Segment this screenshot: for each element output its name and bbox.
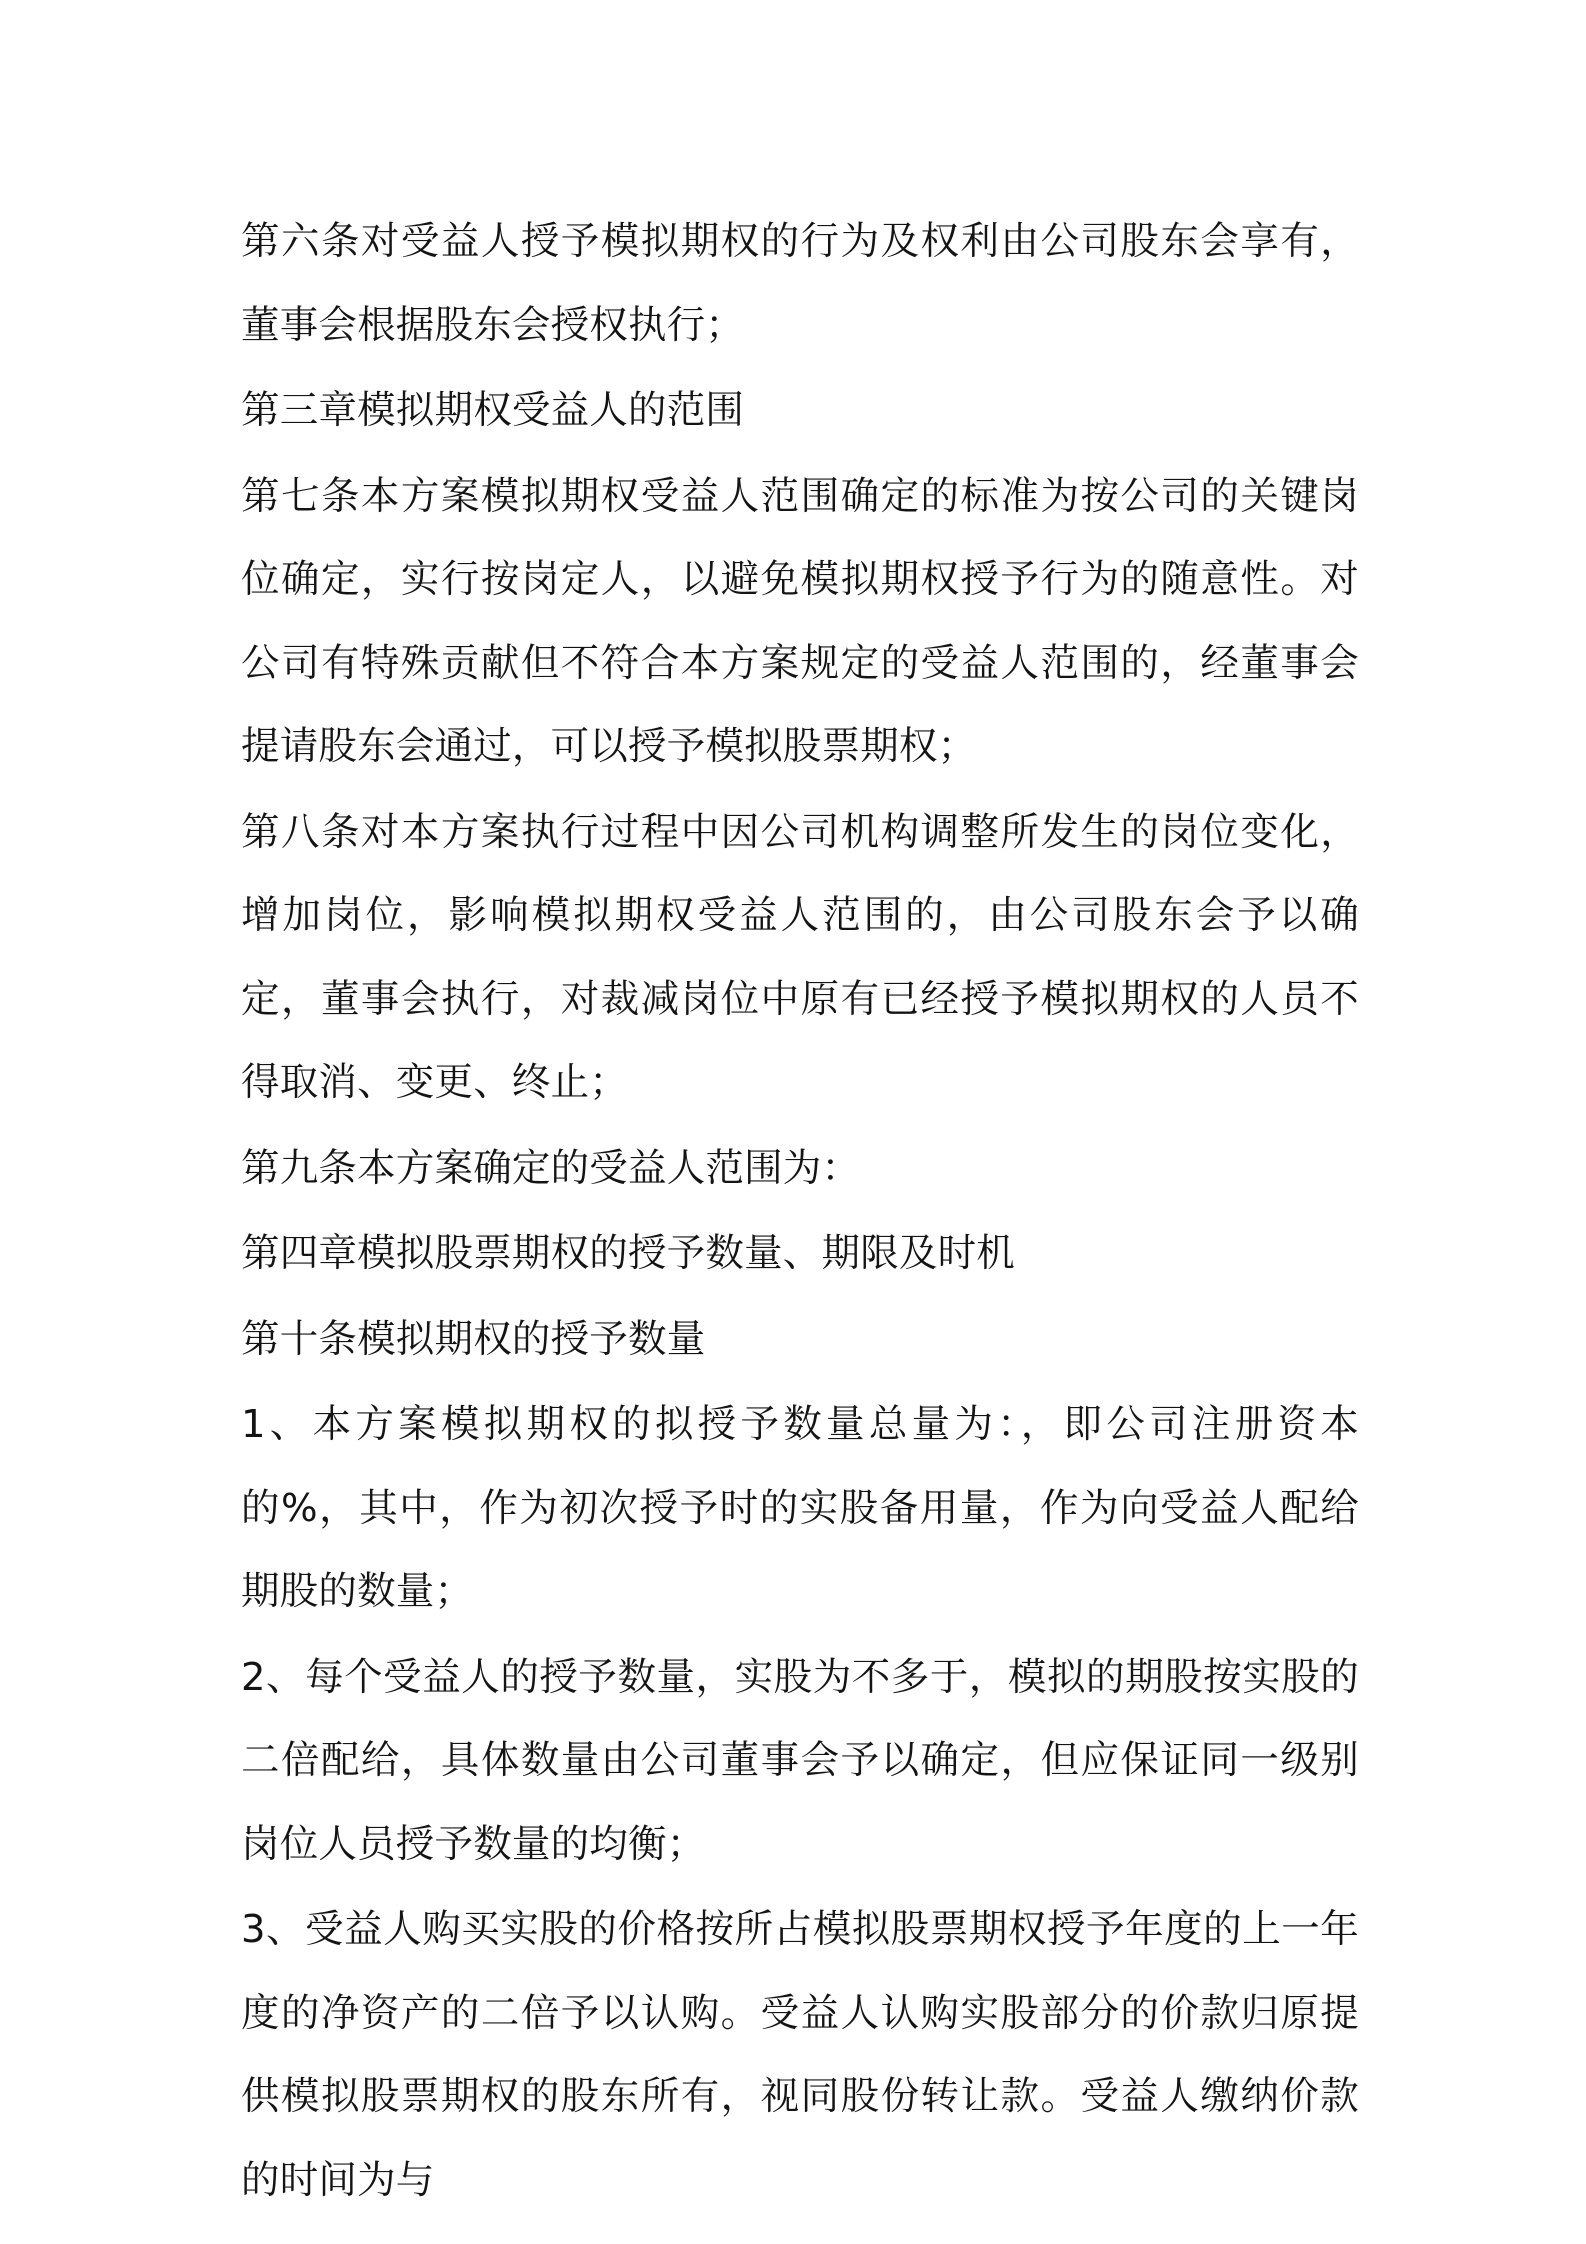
- document-body: [241, 200, 1359, 2224]
- chapter-3-heading: 第三章模拟期权受益人的范围: [241, 388, 745, 433]
- article-8-paragraph: 第八条对本方案执行过程中因公司机构调整所发生的岗位变化，增加岗位，影响模拟期权受益人范围的，由公司股东会予以确定，董事会执行，对裁减岗位中原有已经授予模拟期权的人员不得取消、变更、终止；: [241, 809, 1359, 1105]
- chapter-4-heading: 第四章模拟股票期权的授予数量、期限及时机: [241, 1231, 1016, 1276]
- article-7-paragraph: 第七条本方案模拟期权受益人范围确定的标准为按公司的关键岗位确定，实行按岗定人，以避免模拟期权授予行为的随意性。对公司有特殊贡献但不符合本方案规定的受益人范围的，经董事会提请股东会通过，可以授予模拟股票期权；: [241, 473, 1359, 769]
- clause-3-paragraph: 3、受益人购买实股的价格按所占模拟股票期权授予年度的上一年度的净资产的二倍予以认购。受益人认购实股部分的价款归原提供模拟股票期权的股东所有，视同股份转让款。受益人缴纳价款的时间为与: [241, 1907, 1359, 2203]
- clause-2-paragraph: 2、每个受益人的授予数量，实股为不多于，模拟的期股按实股的二倍配给，具体数量由公司董事会予以确定，但应保证同一级别岗位人员授予数量的均衡；: [241, 1654, 1359, 1867]
- clause-1-paragraph: 1、本方案模拟期权的拟授予数量总量为：，即公司注册资本的%，其中，作为初次授予时的实股备用量，作为向受益人配给期股的数量；: [241, 1402, 1359, 1614]
- article-6-paragraph: 第六条对受益人授予模拟期权的行为及权利由公司股东会享有，董事会根据股东会授权执行；: [241, 219, 1359, 348]
- article-10-heading: 第十条模拟期权的授予数量: [241, 1316, 706, 1362]
- article-9-paragraph: 第九条本方案确定的受益人范围为：: [241, 1145, 861, 1191]
